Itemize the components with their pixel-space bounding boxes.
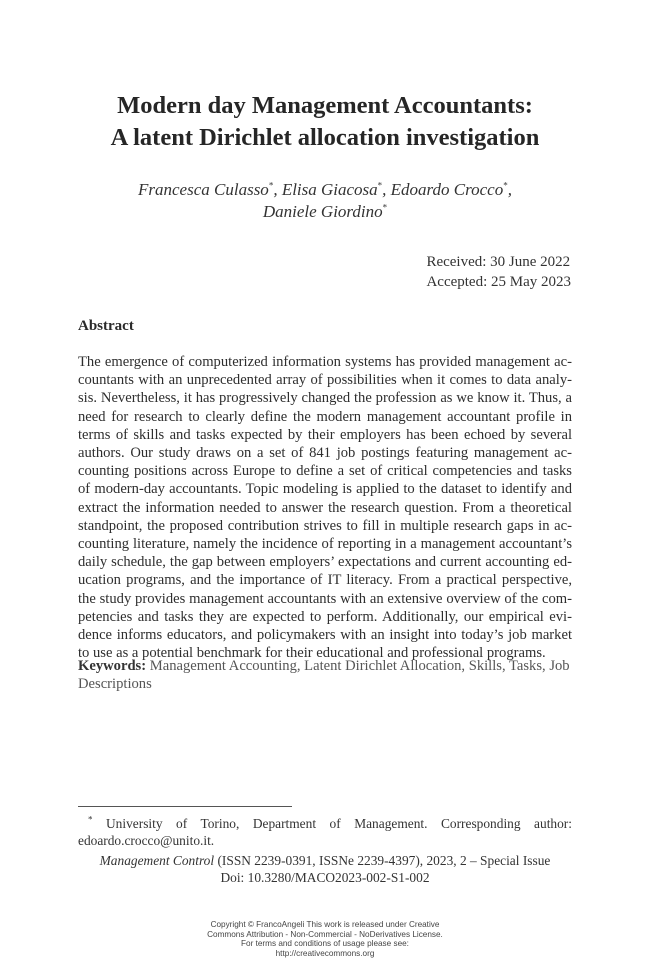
author-line-1 <box>0 179 650 201</box>
license-line-2: Commons Attribution - Non-Commercial - NoDerivatives License. <box>207 929 443 939</box>
accepted-date: Accepted: 25 May 2023 <box>426 274 571 290</box>
license-notice <box>0 920 650 958</box>
license-line-1: Copyright © FrancoAngeli This work is released under Creative <box>210 920 440 929</box>
license-link[interactable]: http://creativecommons.org <box>275 948 375 958</box>
keywords <box>78 657 572 693</box>
author-affiliation-mark: * <box>503 180 508 191</box>
journal-citation <box>0 852 650 869</box>
journal-details: (ISSN 2239-0391, ISSNe 2239-4397), 2023, 2 – Special Issue <box>217 853 551 868</box>
author-separator: , <box>273 180 282 199</box>
article-title-line-1: Modern day Management Accountants: <box>117 92 533 119</box>
affiliation-footnote <box>78 816 572 849</box>
footnote-mark: * <box>88 814 93 825</box>
author-name: Edoardo Crocco <box>390 180 504 199</box>
author-separator: , <box>507 180 512 199</box>
keywords-list: Management Accounting, Latent Dirichlet Allocation, Skills, Tasks, Job Descriptions <box>78 658 570 693</box>
received-date: Received: 30 June 2022 <box>426 254 571 270</box>
author-affiliation-mark: * <box>377 180 383 191</box>
abstract-heading: Abstract <box>78 318 134 334</box>
submission-dates <box>426 252 571 292</box>
author-separator: , <box>382 180 391 199</box>
journal-doi: Doi: 10.3280/MACO2023-002-S1-002 <box>220 870 430 885</box>
footnote-divider <box>78 806 292 807</box>
keywords-label: Keywords: <box>78 658 147 674</box>
author-name: Francesca Culasso <box>138 180 269 199</box>
author-name: Elisa Giacosa <box>281 180 378 199</box>
license-line-3: For terms and conditions of usage please see: <box>241 939 409 949</box>
journal-name: Management Control <box>99 853 215 868</box>
author-affiliation-mark: * <box>268 180 274 191</box>
author-affiliation-mark: * <box>382 202 388 213</box>
footnote-text: University of Torino, Department of Management. Corresponding author: edoardo.crocco@unito.it. <box>78 816 572 848</box>
abstract-body: The emergence of computerized information systems has provided management accountants with an unprecedented array of possibilities when it comes to data analysis. Nevertheless, it has progressively changed the profession as we know it. Thus, a need for research to clearly define the modern management accountant profile in terms of skills and tasks expected by their employers has been echoed by several authors. Our study draws on a set of 841 job postings featuring management accounting positions across Europe to define a set of critical competencies and tasks of modern-day accountants. Topic modeling is applied to the dataset to identify and extract the information needed to answer the research question. From a theoretical standpoint, the proposed contribution strives to fill in multiple research gaps in accounting literature, namely the incidence of reporting in a management accountant’s daily schedule, the gap between employers’ expectations and current accounting education programs, and the importance of IT literacy. From a practical perspective, the study provides management accountants with an extensive overview of the competencies and tasks they are expected to perform. Additionally, our empirical evidence informs educators, and policymakers with an insight into today’s job market to use as a potential benchmark for their educational and professional programs. <box>78 354 572 662</box>
author-name: Daniele Giordino <box>262 202 383 221</box>
article-title-line-2: A latent Dirichlet allocation investigation <box>110 124 540 151</box>
author-line-2 <box>0 201 650 223</box>
